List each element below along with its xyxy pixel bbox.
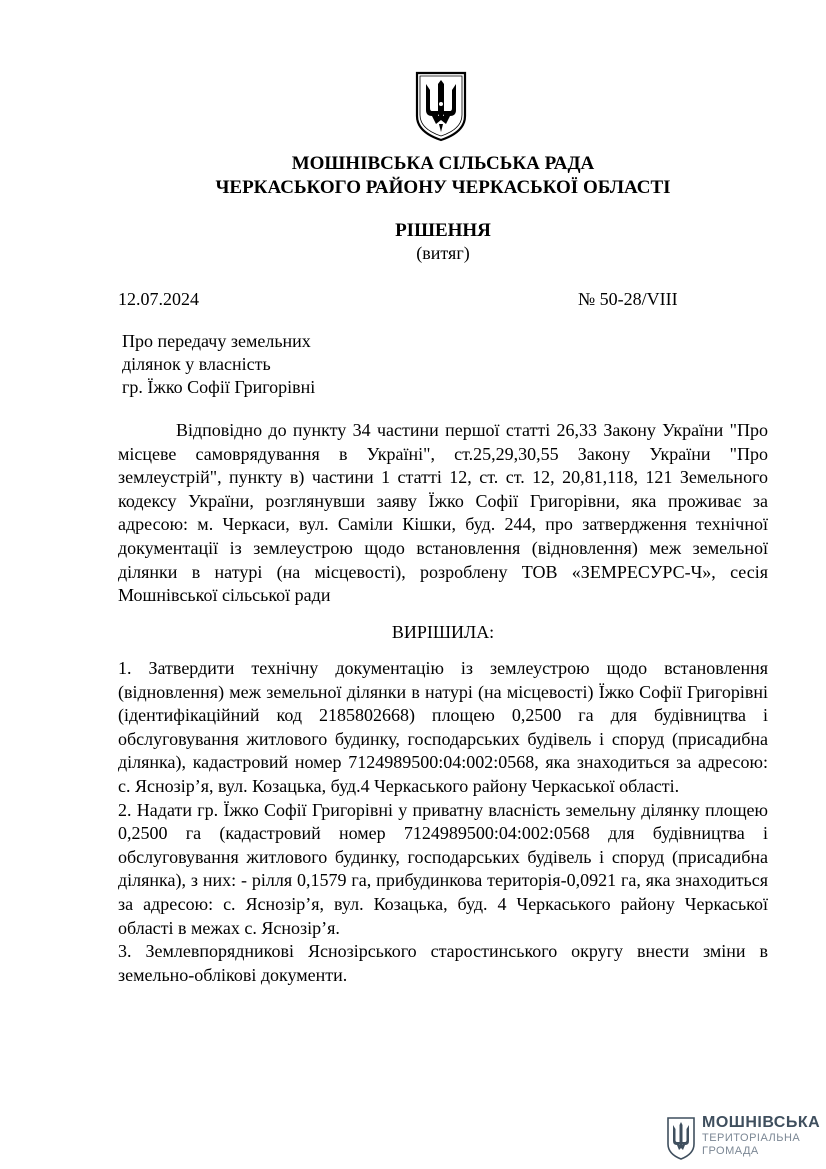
trident-logo-icon [666,1116,696,1160]
logo-text-line1: МОШНІВСЬКА [702,1114,821,1131]
council-name: МОШНІВСЬКА СІЛЬСЬКА РАДА [291,153,595,174]
decision-item: 1. Затвердити технічну документацію із землеустрою щодо встановлення (відновлення) меж земельної ділянки в натурі (на місцевості) Їжко Софії Григорівні (ідентифікаційний код 2185802668) площею 0,2500 га для будівництва і обслуговування житлового будинку, господарських будівель і споруд (присадибна ділянка), кадастровий номер 7124989500:04:002:0568, яка знаходиться за адресою: с. Яснозір’я, вул. Козацька, буд.4 Черкаського району Черкаської області. [118,658,768,796]
trident-coat-of-arms-icon [414,70,468,142]
document-subject [122,330,315,399]
subject-line: гр. Їжко Софії Григорівні [122,377,316,397]
document-title: РІШЕННЯ [395,220,491,241]
subject-line: ділянок у власність [122,354,271,374]
decision-item: 3. Землевпорядникові Яснозірського старостинського округу внести зміни в земельно-облікові документи. [118,941,768,985]
council-district: ЧЕРКАСЬКОГО РАЙОНУ ЧЕРКАСЬКОЇ ОБЛАСТІ [215,177,671,198]
intro-paragraph [118,419,768,608]
decision-item: 2. Надати гр. Їжко Софії Григорівні у приватну власність земельну ділянку площею 0,2500 га (кадастровий номер 7124989500:04:002:0568 для будівництва і обслуговування житлового будинку, господарських будівель і споруд (присадибна ділянка), з них: - рілля 0,1579 га, прибудинкова територія-0,0921 га, яка знаходиться за адресою: с. Яснозір’я, вул. Козацька, буд. 4 Черкаського району Черкаської області в межах с. Яснозір’я. [118,799,768,938]
community-logo [666,1114,821,1162]
document-subtitle: (витяг) [416,243,470,263]
document-date: 12.07.2024 [118,289,199,309]
logo-text-line3: ГРОМАДА [702,1145,759,1157]
intro-text: Відповідно до пункту 34 частини першої статті 26,33 Закону України "Про місцеве самоврядування в Україні", ст.25,29,30,55 Закону України "Про землеустрій", пункту в) частини 1 статті 12, ст. ст. 12, 20,81,118, 121 Земельного кодексу України, розглянувши заяву Їжко Софії Григорівни, яка проживає за адресою: м. Черкаси, вул. Саміли Кішки, буд. 244, про затвердження технічної документації із землеустрою щодо встановлення (відновлення) меж земельної ділянки в натурі (на місцевості), розроблену ТОВ «ЗЕМРЕСУРС-Ч», сесія Мошнівської сільської ради [118,420,768,606]
decided-heading: ВИРІШИЛА: [391,622,495,642]
logo-text-line2: ТЕРИТОРІАЛЬНА [702,1132,801,1144]
document-number: № 50-28/VIII [578,289,678,309]
decision-items [118,657,768,987]
subject-line: Про передачу земельних [122,331,311,351]
